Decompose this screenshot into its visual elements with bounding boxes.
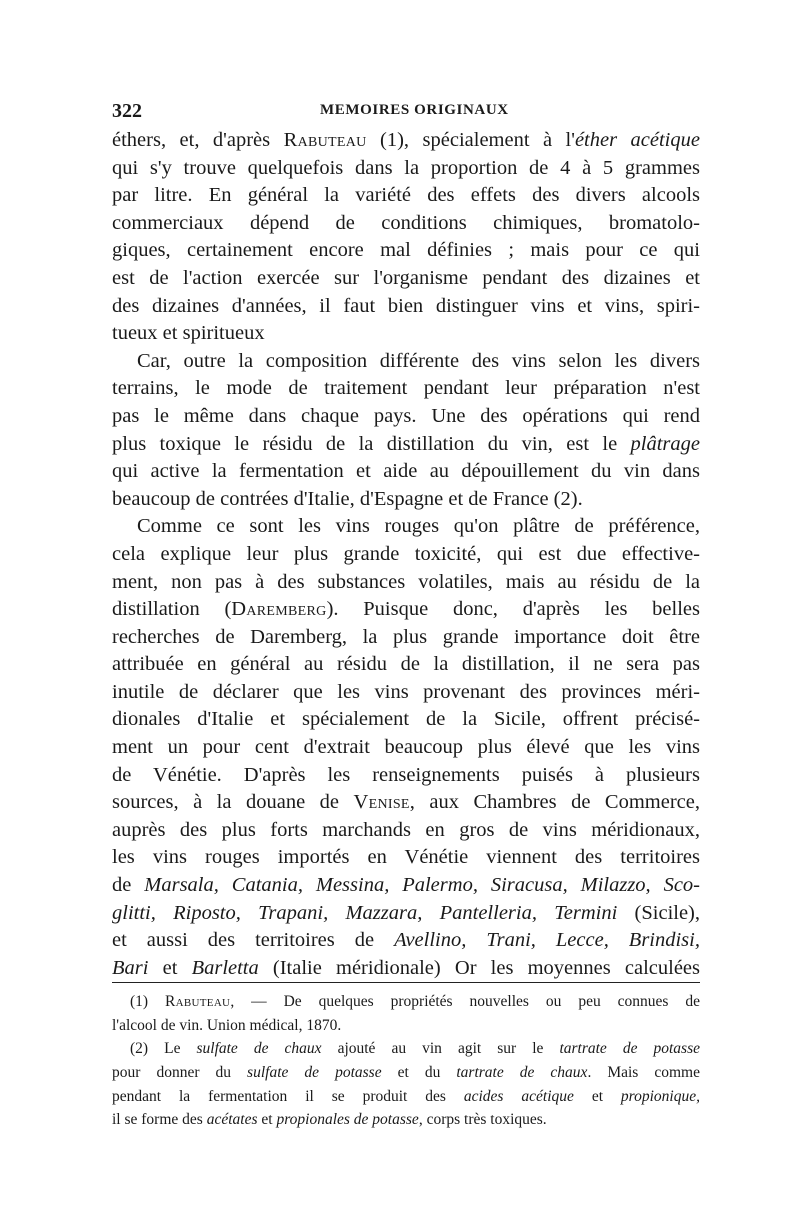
footnote-marker: (1) bbox=[130, 993, 166, 1010]
text-line: recherches de Daremberg, la plus grande importance doit être bbox=[112, 625, 700, 648]
text-line bbox=[112, 789, 700, 817]
text-line: cela explique leur plus grande toxicité, qui est due effective- bbox=[112, 542, 700, 565]
text-line: attribuée en général au résidu de la distillation, il ne sera pas bbox=[112, 653, 700, 676]
main-text bbox=[112, 127, 700, 982]
running-header bbox=[112, 100, 702, 128]
text-line: qui s'y trouve quelquefois dans la proportion de 4 à 5 grammes bbox=[112, 156, 700, 179]
italic-term: propionales de potasse bbox=[276, 1111, 419, 1129]
text-line: par litre. En général la variété des effets des divers alcools bbox=[112, 184, 700, 207]
author-name: Daremberg bbox=[231, 598, 327, 621]
text-span: (2) Le bbox=[130, 1040, 197, 1058]
footnote-2-line bbox=[112, 1085, 700, 1109]
running-title: MEMOIRES ORIGINAUX bbox=[320, 102, 509, 118]
text-line bbox=[112, 927, 700, 955]
text-span: pour donner du bbox=[112, 1064, 248, 1082]
footnote-1-line: l'alcool de vin. Union médical, 1870. bbox=[112, 1016, 342, 1034]
footnote-2-line bbox=[112, 1108, 700, 1132]
text-span: de bbox=[112, 874, 145, 897]
text-span: plus toxique le résidu de la distillation du vin, est le bbox=[112, 432, 631, 455]
text-line: Comme ce sont les vins rouges qu'on plâtre de préférence, bbox=[137, 515, 700, 538]
italic-term: acides acétique bbox=[463, 1087, 574, 1105]
italic-term: tartrate de potasse bbox=[559, 1040, 700, 1058]
italic-term: propionique, bbox=[620, 1087, 700, 1105]
italic-place: Bari bbox=[112, 956, 149, 979]
text-line: inutile de déclarer que les vins provenant des provinces méri- bbox=[112, 680, 700, 703]
text-line bbox=[112, 872, 700, 900]
text-span: éthers, et, d'après bbox=[112, 129, 284, 151]
text-line: pas le même dans chaque pays. Une des opérations qui rend bbox=[112, 404, 700, 427]
text-line: auprès des plus forts marchands en gros de vins méridionaux, bbox=[112, 818, 700, 841]
text-span: il se forme des bbox=[112, 1111, 207, 1129]
footnote-divider bbox=[112, 982, 700, 983]
author-name: Rabuteau bbox=[165, 993, 231, 1010]
text-span: sources, à la douane de bbox=[112, 791, 354, 814]
text-span: et bbox=[148, 956, 192, 979]
italic-place-list: Marsala, Catania, Messina, Palermo, Siracusa, Milazzo, Sco- bbox=[144, 874, 700, 897]
text-line: giques, certainement encore mal définies ; mais pour ce qui bbox=[112, 239, 700, 262]
text-span: et bbox=[573, 1087, 621, 1105]
author-name: Rabuteau bbox=[283, 129, 367, 151]
text-span: . Mais comme bbox=[587, 1064, 700, 1082]
text-line bbox=[112, 955, 700, 983]
text-line: est de l'action exercée sur l'organisme pendant des dizaines et bbox=[112, 266, 700, 289]
text-line: Car, outre la composition différente des vins selon les divers bbox=[137, 349, 700, 372]
italic-place-list: glitti, Riposto, Trapani, Mazzara, Pantelleria, Termini bbox=[112, 901, 618, 924]
text-line: de Vénétie. D'après les renseignements puisés à plusieurs bbox=[112, 763, 700, 786]
place-name: Venise bbox=[353, 791, 410, 814]
italic-place-list: Avellino, Trani, Lecce, Brindisi, bbox=[394, 929, 700, 952]
text-line: les vins rouges importés en Vénétie viennent des territoires bbox=[112, 846, 700, 869]
text-line: ment un pour cent d'extrait beaucoup plus élevé que les vins bbox=[112, 736, 700, 759]
text-line: beaucoup de contrées d'Italie, d'Espagne et de France (2). bbox=[112, 487, 583, 510]
text-span: pendant la fermentation il se produit des bbox=[112, 1087, 464, 1105]
text-span: (Sicile), bbox=[617, 901, 701, 924]
italic-term: sulfate de potasse bbox=[247, 1064, 382, 1082]
italic-term: tartrate de chaux bbox=[456, 1064, 588, 1082]
page-number: 322 bbox=[112, 100, 142, 122]
text-span: , corps très toxiques. bbox=[418, 1111, 547, 1129]
text-line: terrains, le mode de traitement pendant leur préparation n'est bbox=[112, 377, 700, 400]
italic-term: acétates bbox=[206, 1111, 258, 1129]
text-line: qui active la fermentation et aide au dépouillement du vin dans bbox=[112, 460, 700, 483]
text-span: , — De quelques propriétés nouvelles ou peu connues de bbox=[230, 993, 700, 1010]
footnote-2-line bbox=[112, 1037, 700, 1061]
text-line bbox=[112, 900, 700, 928]
footnote-1-line bbox=[112, 990, 700, 1014]
text-span: ). Puisque donc, d'après les belles bbox=[326, 598, 700, 621]
text-line: tueux et spiritueux bbox=[112, 322, 265, 345]
text-line: dionales d'Italie et spécialement de la Sicile, offrent précisé- bbox=[112, 708, 700, 731]
text-line bbox=[112, 431, 700, 459]
italic-term: éther acétique bbox=[574, 129, 700, 151]
text-line bbox=[112, 596, 700, 624]
text-span: , aux Chambres de Commerce, bbox=[409, 791, 700, 814]
footnotes bbox=[112, 990, 700, 1132]
text-line: commerciaux dépend de conditions chimiques, bromatolo- bbox=[112, 211, 700, 234]
text-span: et du bbox=[381, 1064, 457, 1082]
italic-term: sulfate de chaux bbox=[196, 1040, 322, 1058]
text-line: des dizaines d'années, il faut bien distinguer vins et vins, spiri- bbox=[112, 294, 700, 317]
italic-term: plâtrage bbox=[630, 432, 700, 455]
text-line bbox=[112, 127, 700, 155]
text-span: distillation ( bbox=[112, 598, 232, 621]
text-span: et aussi des territoires de bbox=[112, 929, 395, 952]
italic-place: Barletta bbox=[191, 956, 259, 979]
text-line: ment, non pas à des substances volatiles, mais au résidu de la bbox=[112, 570, 700, 593]
text-span: et bbox=[257, 1111, 277, 1129]
footnote-2-line bbox=[112, 1061, 700, 1085]
text-span: (1), spécialement à l' bbox=[366, 129, 575, 151]
text-span: ajouté au vin agit sur le bbox=[321, 1040, 560, 1058]
text-span: (Italie méridionale) Or les moyennes calculées bbox=[258, 956, 700, 979]
